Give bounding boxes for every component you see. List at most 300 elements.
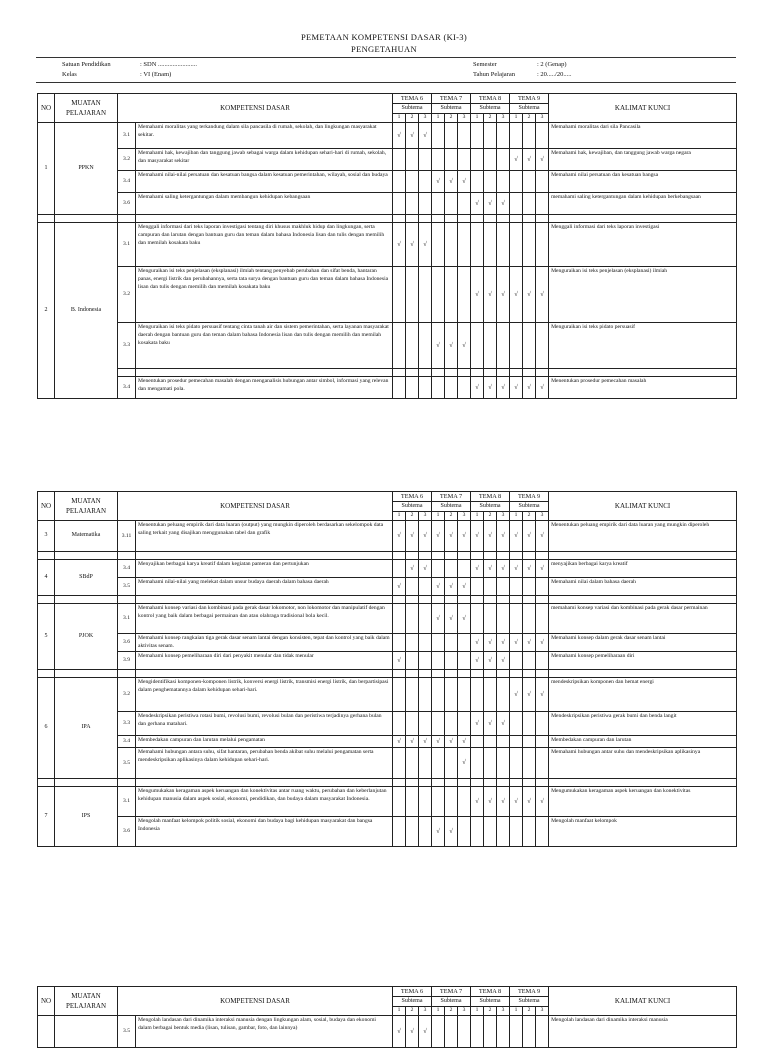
kd-number: 3.5 bbox=[118, 577, 136, 595]
kd-header: KOMPETENSI DASAR bbox=[118, 94, 393, 123]
muatan-cell: B. Indonesia bbox=[55, 222, 118, 398]
check-cell bbox=[497, 148, 510, 170]
check-cell bbox=[445, 786, 458, 816]
kd-table-page-2 bbox=[37, 491, 737, 847]
satuan-value: : SDN ........................ bbox=[140, 61, 198, 68]
kd-number: 3.1 bbox=[118, 122, 136, 148]
check-cell bbox=[432, 122, 445, 148]
check-cell bbox=[419, 651, 432, 669]
check-cell: √ bbox=[393, 122, 406, 148]
check-cell bbox=[523, 603, 536, 633]
check-cell bbox=[393, 711, 406, 735]
check-cell bbox=[471, 735, 484, 747]
kd-text: Mengumukakan keragaman aspek keruangan dan konektivitas antar ruang waktu, perubahan dan keberlanjutan kehidupan manusia dalam aspek sosial, ekonomi, pendidikan, dan budaya dalam masyarakat Indonesia. bbox=[136, 786, 393, 816]
subtema-number: 3 bbox=[458, 511, 471, 520]
check-cell: √ bbox=[458, 170, 471, 192]
check-cell bbox=[458, 559, 471, 577]
check-cell: √ bbox=[497, 651, 510, 669]
check-cell bbox=[471, 170, 484, 192]
kalimat-header: KALIMAT KUNCI bbox=[549, 492, 737, 521]
check-cell bbox=[432, 633, 445, 651]
check-cell bbox=[419, 747, 432, 778]
check-cell bbox=[497, 677, 510, 711]
check-cell bbox=[536, 122, 549, 148]
divider bbox=[36, 57, 736, 58]
check-cell: √ bbox=[484, 633, 497, 651]
check-cell bbox=[510, 222, 523, 266]
check-cell: √ bbox=[406, 1015, 419, 1047]
check-cell: √ bbox=[406, 122, 419, 148]
kelas-label: Kelas bbox=[62, 71, 77, 78]
check-cell bbox=[458, 376, 471, 398]
table-row bbox=[38, 603, 737, 633]
subtema-number: 3 bbox=[536, 511, 549, 520]
kalimat-kunci-cell: Memahami nilai persatuan dan kesatuan bangsa bbox=[549, 170, 737, 192]
doc-subtitle: PENGETAHUAN bbox=[351, 44, 417, 54]
check-cell: √ bbox=[497, 786, 510, 816]
check-cell bbox=[419, 322, 432, 368]
check-cell bbox=[497, 603, 510, 633]
check-cell: √ bbox=[497, 559, 510, 577]
check-cell: √ bbox=[536, 786, 549, 816]
check-cell bbox=[523, 170, 536, 192]
check-cell: √ bbox=[393, 735, 406, 747]
check-cell bbox=[406, 376, 419, 398]
table-row bbox=[38, 322, 737, 368]
subtema-number: 2 bbox=[406, 511, 419, 520]
semester-value: : 2 (Genap) bbox=[537, 61, 567, 68]
subtema-number: 2 bbox=[484, 113, 497, 122]
check-cell bbox=[536, 651, 549, 669]
check-cell: √ bbox=[510, 786, 523, 816]
check-cell bbox=[510, 603, 523, 633]
check-cell: √ bbox=[523, 376, 536, 398]
check-cell bbox=[458, 816, 471, 846]
table-row bbox=[38, 376, 737, 398]
check-cell bbox=[445, 266, 458, 322]
subtema-number: 1 bbox=[393, 511, 406, 520]
check-cell bbox=[484, 577, 497, 595]
subtema-header: Subtema bbox=[393, 104, 432, 114]
check-cell bbox=[497, 322, 510, 368]
check-cell bbox=[523, 1015, 536, 1047]
subtema-header: Subtema bbox=[393, 997, 432, 1007]
kalimat-kunci-cell: Memahami hak, kewajiban, dan tanggung jawab warga negara bbox=[549, 148, 737, 170]
check-cell bbox=[523, 747, 536, 778]
table-row bbox=[38, 735, 737, 747]
check-cell bbox=[523, 577, 536, 595]
check-cell bbox=[523, 122, 536, 148]
check-cell: √ bbox=[523, 559, 536, 577]
check-cell bbox=[458, 148, 471, 170]
muatan-cell: PJOK bbox=[55, 603, 118, 669]
kalimat-kunci-cell: Menentukan peluang empirik dari data luaran yang mungkin diperoleh bbox=[549, 520, 737, 551]
check-cell bbox=[471, 577, 484, 595]
check-cell: √ bbox=[419, 735, 432, 747]
check-cell: √ bbox=[393, 222, 406, 266]
check-cell: √ bbox=[484, 192, 497, 214]
subtema-number: 2 bbox=[523, 113, 536, 122]
muatan-cell: PPKN bbox=[55, 122, 118, 214]
kd-text: Memahami hak, kewajiban dan tanggung jawab sebagai warga dalam kehidupan sehari-hari di rumah, sekolah, dan masyarakat sekitar bbox=[136, 148, 393, 170]
check-cell: √ bbox=[458, 747, 471, 778]
kd-text: Memahami moralitas yang terkandung dalam sila pancasila di rumah, sekolah, dan lingkungan masyarakat sekitar. bbox=[136, 122, 393, 148]
check-cell bbox=[419, 711, 432, 735]
check-cell bbox=[484, 222, 497, 266]
check-cell: √ bbox=[406, 520, 419, 551]
check-cell bbox=[458, 711, 471, 735]
check-cell: √ bbox=[484, 520, 497, 551]
kd-text: Menguraikan isi teks pidato persuasif tentang cinta tanah air dan sistem pemerintahan, serta layanan masyarakat daerah dengan bantuan guru dan teman dalam bahasa Indonesia lisan dan tulis dengan memilih dan memilah kosakata baku bbox=[136, 322, 393, 368]
subtema-number: 1 bbox=[432, 511, 445, 520]
check-cell bbox=[536, 577, 549, 595]
kalimat-kunci-cell: memahami konsep variasi dan kombinasi pada gerak dasar permainan bbox=[549, 603, 737, 633]
kd-text: Mengolah landasan dari dinamika interaksi manusia dengan lingkungan alam, sosial, budaya dan ekonomi dalam berbagai bentuk media (lisan, tulisan, gambar, foto, dan lainnya) bbox=[136, 1015, 393, 1047]
kelas-value: : VI (Enam) bbox=[140, 71, 172, 78]
check-cell bbox=[510, 816, 523, 846]
kd-text: Memahami konsep pemeliharaan diri dari penyakit menular dan tidak menular bbox=[136, 651, 393, 669]
check-cell bbox=[432, 711, 445, 735]
subtema-number: 2 bbox=[484, 511, 497, 520]
row-number: 1 bbox=[38, 122, 55, 214]
check-cell bbox=[536, 711, 549, 735]
check-cell: √ bbox=[419, 122, 432, 148]
kd-text: Menggali informasi dari teks laporan investigasi tentang diri khusus makhluk hidup dan lingkungan, serta campuran dan larutan dengan bantuan guru dan teman dalam bahasa Indonesia lisan dan tulis dengan memilih dan memilah kosakata baku bbox=[136, 222, 393, 266]
kd-number: 3.1 bbox=[118, 786, 136, 816]
check-cell bbox=[471, 747, 484, 778]
spacer-row bbox=[38, 669, 737, 677]
check-cell bbox=[406, 651, 419, 669]
check-cell: √ bbox=[445, 603, 458, 633]
kd-text: Membedakan campuran dan larutan melalui pengamatan bbox=[136, 735, 393, 747]
tema-header: TEMA 6 bbox=[393, 94, 432, 104]
doc-title: PEMETAAN KOMPETENSI DASAR (KI-3) bbox=[301, 32, 467, 42]
kd-number: 3.1 bbox=[118, 222, 136, 266]
check-cell bbox=[393, 192, 406, 214]
check-cell bbox=[445, 148, 458, 170]
check-cell: √ bbox=[393, 520, 406, 551]
check-cell: √ bbox=[510, 633, 523, 651]
check-cell bbox=[510, 651, 523, 669]
check-cell bbox=[471, 148, 484, 170]
check-cell bbox=[484, 170, 497, 192]
check-cell: √ bbox=[471, 266, 484, 322]
tema-header: TEMA 9 bbox=[510, 987, 549, 997]
kd-text: Memahami nilai-nilai persatuan dan kesatuan bangsa dalam kesatuan pemerintahan, wilayah, sosial dan budaya bbox=[136, 170, 393, 192]
check-cell bbox=[432, 222, 445, 266]
check-cell: √ bbox=[432, 170, 445, 192]
semester-label: Semester bbox=[473, 61, 497, 68]
table-row bbox=[38, 577, 737, 595]
check-cell: √ bbox=[536, 376, 549, 398]
tema-header: TEMA 6 bbox=[393, 987, 432, 997]
kalimat-kunci-cell: Mendeskripsikan peristiwa gerak bumi dan benda langit bbox=[549, 711, 737, 735]
kalimat-header: KALIMAT KUNCI bbox=[549, 94, 737, 123]
kd-number: 3.5 bbox=[118, 747, 136, 778]
check-cell: √ bbox=[406, 735, 419, 747]
kalimat-kunci-cell: Memahami konsep dalam gerak dasar senam lantai bbox=[549, 633, 737, 651]
check-cell bbox=[510, 170, 523, 192]
tahun-label: Tahun Pelajaran bbox=[473, 71, 515, 78]
row-number: 6 bbox=[38, 677, 55, 778]
muatan-cell: SBdP bbox=[55, 559, 118, 595]
kd-number: 3.6 bbox=[118, 816, 136, 846]
check-cell bbox=[523, 192, 536, 214]
check-cell: √ bbox=[523, 266, 536, 322]
check-cell bbox=[419, 677, 432, 711]
spacer-row bbox=[38, 214, 737, 222]
check-cell bbox=[419, 577, 432, 595]
check-cell bbox=[471, 603, 484, 633]
check-cell: √ bbox=[432, 322, 445, 368]
subtema-header: Subtema bbox=[471, 502, 510, 512]
kalimat-kunci-cell: mendeskripsikan komponen dan hemat energi bbox=[549, 677, 737, 711]
table-row bbox=[38, 266, 737, 322]
table-row bbox=[38, 222, 737, 266]
check-cell bbox=[510, 1015, 523, 1047]
kd-header: KOMPETENSI DASAR bbox=[118, 492, 393, 521]
check-cell bbox=[432, 376, 445, 398]
subtema-header: Subtema bbox=[471, 104, 510, 114]
kalimat-kunci-cell: Memahami hubungan antar suhu dan mendeskripsikan aplikasinya bbox=[549, 747, 737, 778]
check-cell bbox=[445, 711, 458, 735]
subtema-number: 1 bbox=[510, 113, 523, 122]
spacer-row bbox=[38, 778, 737, 786]
subtema-number: 2 bbox=[484, 1006, 497, 1015]
subtema-number: 3 bbox=[536, 1006, 549, 1015]
muatan-cell: Matematika bbox=[55, 520, 118, 551]
subtema-number: 2 bbox=[523, 1006, 536, 1015]
check-cell bbox=[536, 1015, 549, 1047]
check-cell: √ bbox=[497, 266, 510, 322]
tema-header: TEMA 7 bbox=[432, 492, 471, 502]
check-cell bbox=[497, 735, 510, 747]
subtema-number: 1 bbox=[471, 511, 484, 520]
check-cell bbox=[523, 735, 536, 747]
kd-text: Memahami konsep variasi dan kombinasi pada gerak dasar lokomotor, non lokomotor dan manipulatif dengan kontrol yang baik dalam berbagai permainan dan atau olahraga tradisional bola kecil. bbox=[136, 603, 393, 633]
kd-number: 3.4 bbox=[118, 735, 136, 747]
check-cell bbox=[458, 192, 471, 214]
check-cell: √ bbox=[536, 266, 549, 322]
check-cell bbox=[445, 376, 458, 398]
check-cell bbox=[536, 170, 549, 192]
check-cell: √ bbox=[484, 376, 497, 398]
kd-number: 3.4 bbox=[118, 376, 136, 398]
check-cell bbox=[458, 122, 471, 148]
row-number: 7 bbox=[38, 786, 55, 846]
kd-text: Memahami nilai-nilai yang melekat dalam unsur budaya daerah dalam bahasa daerah bbox=[136, 577, 393, 595]
check-cell: √ bbox=[471, 376, 484, 398]
subtema-number: 2 bbox=[445, 1006, 458, 1015]
check-cell: √ bbox=[523, 633, 536, 651]
check-cell bbox=[471, 677, 484, 711]
check-cell bbox=[432, 559, 445, 577]
row-number: 2 bbox=[38, 222, 55, 398]
check-cell: √ bbox=[432, 816, 445, 846]
kd-number: 3.3 bbox=[118, 322, 136, 368]
check-cell bbox=[419, 633, 432, 651]
table-row bbox=[38, 148, 737, 170]
check-cell: √ bbox=[471, 786, 484, 816]
check-cell bbox=[458, 677, 471, 711]
check-cell bbox=[523, 711, 536, 735]
check-cell: √ bbox=[484, 266, 497, 322]
check-cell bbox=[406, 747, 419, 778]
check-cell: √ bbox=[523, 148, 536, 170]
check-cell: √ bbox=[445, 520, 458, 551]
check-cell bbox=[523, 222, 536, 266]
check-cell: √ bbox=[419, 559, 432, 577]
no-header: NO bbox=[38, 94, 55, 123]
kalimat-kunci-cell: Membedakan campuran dan larutan bbox=[549, 735, 737, 747]
check-cell bbox=[406, 192, 419, 214]
check-cell: √ bbox=[484, 651, 497, 669]
kd-number: 3.2 bbox=[118, 677, 136, 711]
muatan-cell: IPS bbox=[55, 786, 118, 846]
kalimat-kunci-cell: Mengumukakan keragaman aspek keruangan dan konektivitas bbox=[549, 786, 737, 816]
kalimat-kunci-cell: Memahami moralitas dari sila Pancasila bbox=[549, 122, 737, 148]
check-cell bbox=[536, 816, 549, 846]
check-cell bbox=[497, 122, 510, 148]
check-cell bbox=[393, 786, 406, 816]
table-row bbox=[38, 520, 737, 551]
check-cell bbox=[484, 747, 497, 778]
check-cell: √ bbox=[484, 711, 497, 735]
table-row bbox=[38, 192, 737, 214]
kd-text: Memahami hubungan antara suhu, sifat hantaran, perubahan benda akibat suhu melalui pengamatan serta mendeskripsikan aplikasinya dalam kehidupan sehari-hari. bbox=[136, 747, 393, 778]
kd-text: Mengolah manfaat kelompok politik sosial, ekonomi dan budaya bagi kehidupan masyarakat dan bangsa Indonesia bbox=[136, 816, 393, 846]
table-row bbox=[38, 122, 737, 148]
kd-text: Menguraikan isi teks penjelasan (eksplanasi) ilmiah tentang penyebab perubahan dan sifat benda, hantaran panas, energi listrik dan perubahannya, serta tata surya dengan bantuan guru dan teman dalam bahasa Indonesia lisan dan tulis dengan memilih dan memilah kosakata baku bbox=[136, 266, 393, 322]
kd-number: 3.1 bbox=[118, 603, 136, 633]
check-cell bbox=[406, 816, 419, 846]
check-cell bbox=[393, 322, 406, 368]
kd-header: KOMPETENSI DASAR bbox=[118, 987, 393, 1016]
check-cell bbox=[458, 786, 471, 816]
check-cell bbox=[406, 633, 419, 651]
muatan-header: MUATAN PELAJARAN bbox=[55, 987, 118, 1016]
tahun-value: : 20...../20..... bbox=[537, 71, 572, 78]
kalimat-kunci-cell: Memahami nilai dalam bahasa daerah bbox=[549, 577, 737, 595]
check-cell: √ bbox=[510, 520, 523, 551]
check-cell: √ bbox=[497, 192, 510, 214]
check-cell: √ bbox=[484, 559, 497, 577]
check-cell: √ bbox=[497, 376, 510, 398]
check-cell: √ bbox=[523, 786, 536, 816]
check-cell bbox=[510, 735, 523, 747]
check-cell bbox=[406, 786, 419, 816]
kd-text: Menentukan prosedur pemecahan masalah dengan menganalisis hubungan antar simbol, informasi yang relevan dan mengamati pola. bbox=[136, 376, 393, 398]
muatan-header: MUATAN PELAJARAN bbox=[55, 492, 118, 521]
check-cell bbox=[393, 816, 406, 846]
check-cell bbox=[393, 677, 406, 711]
check-cell: √ bbox=[536, 520, 549, 551]
kd-text: Mengidentifikasi komponen-komponen listrik, konversi energi listrik, transmisi energi listrik, dan berpartisipasi dalam penghematannya dalam kehidupan sehari-hari. bbox=[136, 677, 393, 711]
check-cell bbox=[536, 747, 549, 778]
subtema-header: Subtema bbox=[510, 502, 549, 512]
check-cell bbox=[445, 222, 458, 266]
kd-number: 3.9 bbox=[118, 651, 136, 669]
no-header: NO bbox=[38, 987, 55, 1016]
check-cell: √ bbox=[445, 170, 458, 192]
check-cell: √ bbox=[536, 677, 549, 711]
check-cell bbox=[458, 1015, 471, 1047]
check-cell: √ bbox=[406, 559, 419, 577]
check-cell: √ bbox=[432, 520, 445, 551]
check-cell: √ bbox=[523, 677, 536, 711]
subtema-header: Subtema bbox=[432, 502, 471, 512]
check-cell bbox=[458, 633, 471, 651]
tema-header: TEMA 8 bbox=[471, 94, 510, 104]
check-cell bbox=[497, 747, 510, 778]
table-row bbox=[38, 651, 737, 669]
check-cell bbox=[536, 603, 549, 633]
subtema-header: Subtema bbox=[393, 502, 432, 512]
check-cell bbox=[471, 816, 484, 846]
check-cell: √ bbox=[484, 786, 497, 816]
check-cell: √ bbox=[458, 520, 471, 551]
kd-text: Memahami konsep rangkaian tiga gerak dasar senam lantai dengan konsisten, tepat dan kontrol yang baik dalam aktivitas senam. bbox=[136, 633, 393, 651]
muatan-cell: IPA bbox=[55, 677, 118, 778]
check-cell bbox=[471, 322, 484, 368]
check-cell bbox=[497, 816, 510, 846]
row-number bbox=[38, 1015, 55, 1047]
check-cell bbox=[497, 170, 510, 192]
check-cell bbox=[536, 322, 549, 368]
check-cell bbox=[497, 1015, 510, 1047]
kalimat-kunci-cell: Mengolah landasan dari dinamika interaksi manusia bbox=[549, 1015, 737, 1047]
check-cell bbox=[458, 651, 471, 669]
kd-table-page-1 bbox=[37, 93, 737, 399]
check-cell bbox=[406, 677, 419, 711]
subtema-number: 3 bbox=[419, 511, 432, 520]
check-cell bbox=[523, 816, 536, 846]
subtema-number: 2 bbox=[445, 511, 458, 520]
check-cell: √ bbox=[523, 520, 536, 551]
table-row bbox=[38, 559, 737, 577]
table-row bbox=[38, 677, 737, 711]
subtema-number: 2 bbox=[523, 511, 536, 520]
check-cell: √ bbox=[419, 222, 432, 266]
check-cell bbox=[445, 651, 458, 669]
check-cell bbox=[393, 266, 406, 322]
check-cell bbox=[536, 222, 549, 266]
check-cell bbox=[484, 122, 497, 148]
check-cell bbox=[419, 816, 432, 846]
kalimat-kunci-cell: menyajikan berbagai karya kreatif bbox=[549, 559, 737, 577]
subtema-number: 3 bbox=[458, 113, 471, 122]
check-cell: √ bbox=[458, 577, 471, 595]
check-cell: √ bbox=[432, 735, 445, 747]
kalimat-kunci-cell: Menentukan prosedur pemecahan masalah bbox=[549, 376, 737, 398]
tema-header: TEMA 6 bbox=[393, 492, 432, 502]
check-cell: √ bbox=[510, 677, 523, 711]
check-cell bbox=[523, 651, 536, 669]
tema-header: TEMA 8 bbox=[471, 492, 510, 502]
check-cell bbox=[393, 148, 406, 170]
muatan-header: MUATAN PELAJARAN bbox=[55, 94, 118, 123]
spacer-row bbox=[38, 551, 737, 559]
check-cell: √ bbox=[536, 633, 549, 651]
subtema-number: 2 bbox=[406, 1006, 419, 1015]
check-cell: √ bbox=[536, 148, 549, 170]
check-cell bbox=[510, 122, 523, 148]
row-number: 5 bbox=[38, 603, 55, 669]
subtema-number: 1 bbox=[510, 511, 523, 520]
subtema-number: 2 bbox=[445, 113, 458, 122]
check-cell bbox=[445, 677, 458, 711]
check-cell: √ bbox=[471, 192, 484, 214]
